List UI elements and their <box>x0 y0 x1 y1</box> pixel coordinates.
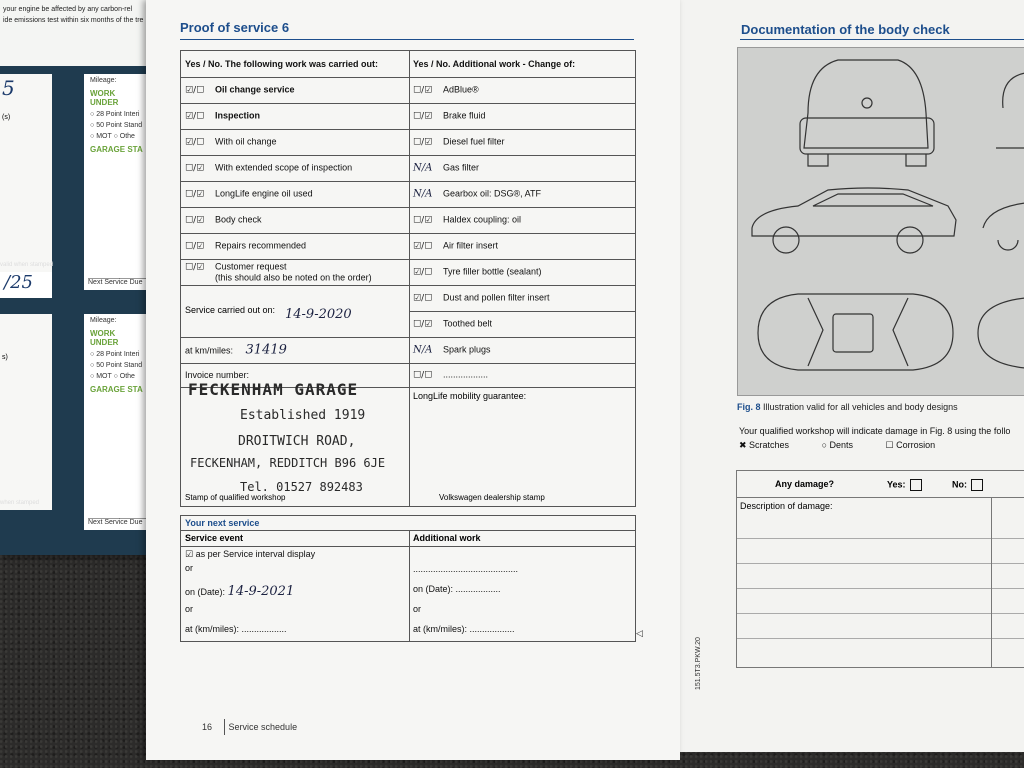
document-code: 151.5T3.PKW.20 <box>695 637 702 690</box>
row-label: With oil change <box>215 136 277 147</box>
footer-divider <box>224 719 225 735</box>
row-label: Gas filter <box>443 162 480 173</box>
body-check-title: Documentation of the body check <box>741 22 950 37</box>
table-row <box>181 129 635 156</box>
description-line[interactable] <box>737 514 1024 539</box>
description-line[interactable] <box>737 564 1024 589</box>
proof-of-service-page <box>146 0 680 760</box>
figure-caption: Fig. 8 Illustration valid for all vehicles and body designs <box>737 402 958 412</box>
row-label: Brake fluid <box>443 110 486 121</box>
no-label: No: <box>952 479 983 491</box>
table-header-row <box>181 51 635 78</box>
dealership-stamp-label: Volkswagen dealership stamp <box>439 493 545 502</box>
card-number: 5 <box>2 76 15 100</box>
yes-no-mark[interactable]: ☑/☐ <box>413 293 433 304</box>
yes-no-mark[interactable]: ☑/☐ <box>413 267 433 278</box>
km-handwritten[interactable]: 31419 <box>245 342 287 358</box>
yes-checkbox[interactable] <box>910 479 922 491</box>
title-rule <box>740 39 1024 40</box>
workshop-stamp-label: Stamp of qualified workshop <box>185 493 286 502</box>
page-section: Service schedule <box>228 722 298 732</box>
vehicle-diagram <box>737 47 1024 396</box>
page-footer <box>202 722 311 732</box>
description-line[interactable] <box>737 539 1024 564</box>
yes-no-mark[interactable]: ☑/☐ <box>185 137 205 148</box>
yes-no-mark[interactable]: ☐/☑ <box>413 319 433 330</box>
on-date: on (Date): 14-9-2021 <box>185 584 295 599</box>
service-event-header: Service event <box>185 533 244 543</box>
body-check-page <box>680 0 1024 752</box>
yes-no-mark[interactable]: ☐/☑ <box>185 163 205 174</box>
handwritten-box <box>0 272 52 298</box>
row-label: Repairs recommended <box>215 240 307 251</box>
instruction-text: Your qualified workshop will indicate damage in Fig. 8 using the follo <box>739 426 1011 436</box>
work-label-bottom: WORK UNDER <box>90 329 119 347</box>
row-sublabel: (this should also be noted on the order) <box>215 272 372 283</box>
damage-legend <box>739 440 1024 451</box>
table-row <box>181 103 635 130</box>
legend-dents: ○ Dents <box>821 440 854 450</box>
damage-table <box>736 470 1024 668</box>
stamp-line-4: FECKENHAM, REDDITCH B96 6JE <box>190 456 386 470</box>
legend-scratches: ✖ Scratches <box>739 440 790 450</box>
table-row <box>181 181 635 208</box>
card-side-s-bottom: s) <box>2 354 8 361</box>
next-service-header <box>181 530 635 547</box>
booklet-top-strip <box>0 0 150 66</box>
km-label: at km/miles: <box>185 345 234 356</box>
record-card-top-left <box>0 74 52 286</box>
card-side-s: (s) <box>2 114 11 121</box>
row-label: Gearbox oil: DSG®, ATF <box>443 188 541 199</box>
or-3: or <box>413 604 422 614</box>
service-carried-out-label: Service carried out on: <box>185 305 276 315</box>
handwritten-date: /25 <box>4 272 33 293</box>
table-row <box>181 207 635 234</box>
stamped-note-bottom: when stamped <box>0 500 40 506</box>
additional-at-km[interactable]: at (km/miles): .................. <box>413 624 515 634</box>
option-mot-bottom: ○ MOT ○ Othe <box>90 373 135 380</box>
garage-stamp <box>188 380 428 500</box>
garage-label: GARAGE STA <box>90 145 143 154</box>
mileage-label-bottom: Mileage: <box>90 317 117 324</box>
table-row <box>181 259 635 286</box>
row-label: Inspection <box>215 110 261 121</box>
stamp-line-5: Tel. 01527 892483 <box>240 480 363 494</box>
additional-dots[interactable]: .......................................... <box>413 564 519 574</box>
option-28-bottom: ○ 28 Point Interi <box>90 351 140 358</box>
table-row <box>181 233 635 260</box>
strip-line-1: your engine be affected by any carbon-rel <box>3 6 133 13</box>
title-rule <box>180 39 634 40</box>
additional-on-date[interactable]: on (Date): .................. <box>413 584 501 594</box>
row-label: LongLife engine oil used <box>215 188 313 199</box>
description-line[interactable] <box>737 614 1024 639</box>
record-card-bottom-left <box>0 314 52 510</box>
page-number: 16 <box>202 722 213 732</box>
yes-label: Yes: <box>887 479 922 491</box>
yes-no-mark[interactable]: ☑/☐ <box>185 85 205 96</box>
as-per-display: ☑ as per Service interval display <box>185 549 316 560</box>
header-right: Yes / No. Additional work - Change of: <box>413 59 576 69</box>
garage-label-bottom: GARAGE STA <box>90 385 143 394</box>
next-date-handwritten[interactable]: 14-9-2021 <box>227 584 295 599</box>
yes-no-mark[interactable]: ☐/☑ <box>185 215 205 226</box>
yes-no-mark[interactable]: ☑/☐ <box>185 111 205 122</box>
option-50-bottom: ○ 50 Point Stand <box>90 362 143 369</box>
table-row <box>181 155 635 182</box>
yes-no-mark[interactable]: ☐/☑ <box>413 85 433 96</box>
page-title: Proof of service 6 <box>180 20 290 35</box>
next-column-divider <box>409 530 410 641</box>
any-damage-label: Any damage? <box>775 479 835 489</box>
yes-no-mark[interactable]: ☐/☑ <box>185 189 205 200</box>
row-label: Customer request <box>215 261 287 272</box>
invoice-label: Invoice number: <box>185 370 250 380</box>
damage-header <box>737 471 1024 498</box>
row-label: Tyre filler bottle (sealant) <box>443 266 542 277</box>
work-label: WORK UNDER <box>90 89 119 107</box>
longlife-label: LongLife mobility guarantee: <box>413 391 527 401</box>
row-label: Body check <box>215 214 262 225</box>
table-row <box>181 337 635 364</box>
additional-work-header: Additional work <box>413 533 481 543</box>
yes-no-mark[interactable]: ☐/☑ <box>413 111 433 122</box>
row-label: With extended scope of inspection <box>215 162 353 173</box>
yes-no-mark[interactable]: ☐/☑ <box>185 241 205 252</box>
row-label: Haldex coupling: oil <box>443 214 522 225</box>
row-label: Air filter insert <box>443 240 499 251</box>
next-service-title: Your next service <box>181 516 635 531</box>
next-due-bottom: Next Service Due <box>88 518 148 526</box>
continue-arrow-icon: ◁ <box>636 628 643 638</box>
left-booklet <box>0 0 150 555</box>
row-label: Toothed belt <box>443 318 493 329</box>
car-outline-illustration <box>738 48 1024 395</box>
row-label: Spark plugs <box>443 344 491 355</box>
damage-col-divider <box>991 497 992 667</box>
no-checkbox[interactable] <box>971 479 983 491</box>
stamped-note-top: valid when stamped <box>0 262 54 268</box>
next-due: Next Service Due <box>88 278 148 286</box>
mileage-label: Mileage: <box>90 77 117 84</box>
table-row <box>181 311 635 337</box>
strip-line-2: ide emissions test within six months of the tre <box>3 17 144 24</box>
description-line[interactable] <box>737 589 1024 614</box>
row-label: AdBlue® <box>443 84 479 95</box>
handwritten-na[interactable]: N/A <box>413 188 433 200</box>
yes-no-mark[interactable]: ☐/☑ <box>413 215 433 226</box>
yes-no-mark[interactable]: ☐/☑ <box>185 262 205 273</box>
at-km-next[interactable]: at (km/miles): .................. <box>185 624 287 634</box>
stamp-line-1: FECKENHAM GARAGE <box>188 380 359 399</box>
handwritten-na[interactable]: N/A <box>413 344 433 356</box>
row-label: Oil change service <box>215 84 295 95</box>
service-date-handwritten[interactable]: 14-9-2020 <box>285 307 352 322</box>
option-28: ○ 28 Point Interi <box>90 111 140 118</box>
stamp-line-3: DROITWICH ROAD, <box>238 434 356 449</box>
yes-no-mark[interactable]: ☐/☐ <box>413 370 433 381</box>
invoice-dots: .................. <box>443 369 489 380</box>
description-label: Description of damage: <box>740 501 833 511</box>
record-card-bottom-right <box>84 314 150 530</box>
or-1: or <box>185 563 194 573</box>
next-service-box <box>180 515 636 642</box>
yes-no-mark[interactable]: ☑/☐ <box>413 241 433 252</box>
table-row <box>181 77 635 104</box>
legend-corrosion: ☐ Corrosion <box>885 440 936 450</box>
row-label: Diesel fuel filter <box>443 136 505 147</box>
row-label: Dust and pollen filter insert <box>443 292 550 303</box>
header-left: Yes / No. The following work was carried out: <box>185 59 379 69</box>
option-mot: ○ MOT ○ Othe <box>90 133 135 140</box>
handwritten-na[interactable]: N/A <box>413 162 433 174</box>
record-card-top-right <box>84 74 150 290</box>
stamp-line-2: Established 1919 <box>240 408 366 423</box>
or-2: or <box>185 604 194 614</box>
option-50: ○ 50 Point Stand <box>90 122 143 129</box>
yes-no-mark[interactable]: ☐/☑ <box>413 137 433 148</box>
